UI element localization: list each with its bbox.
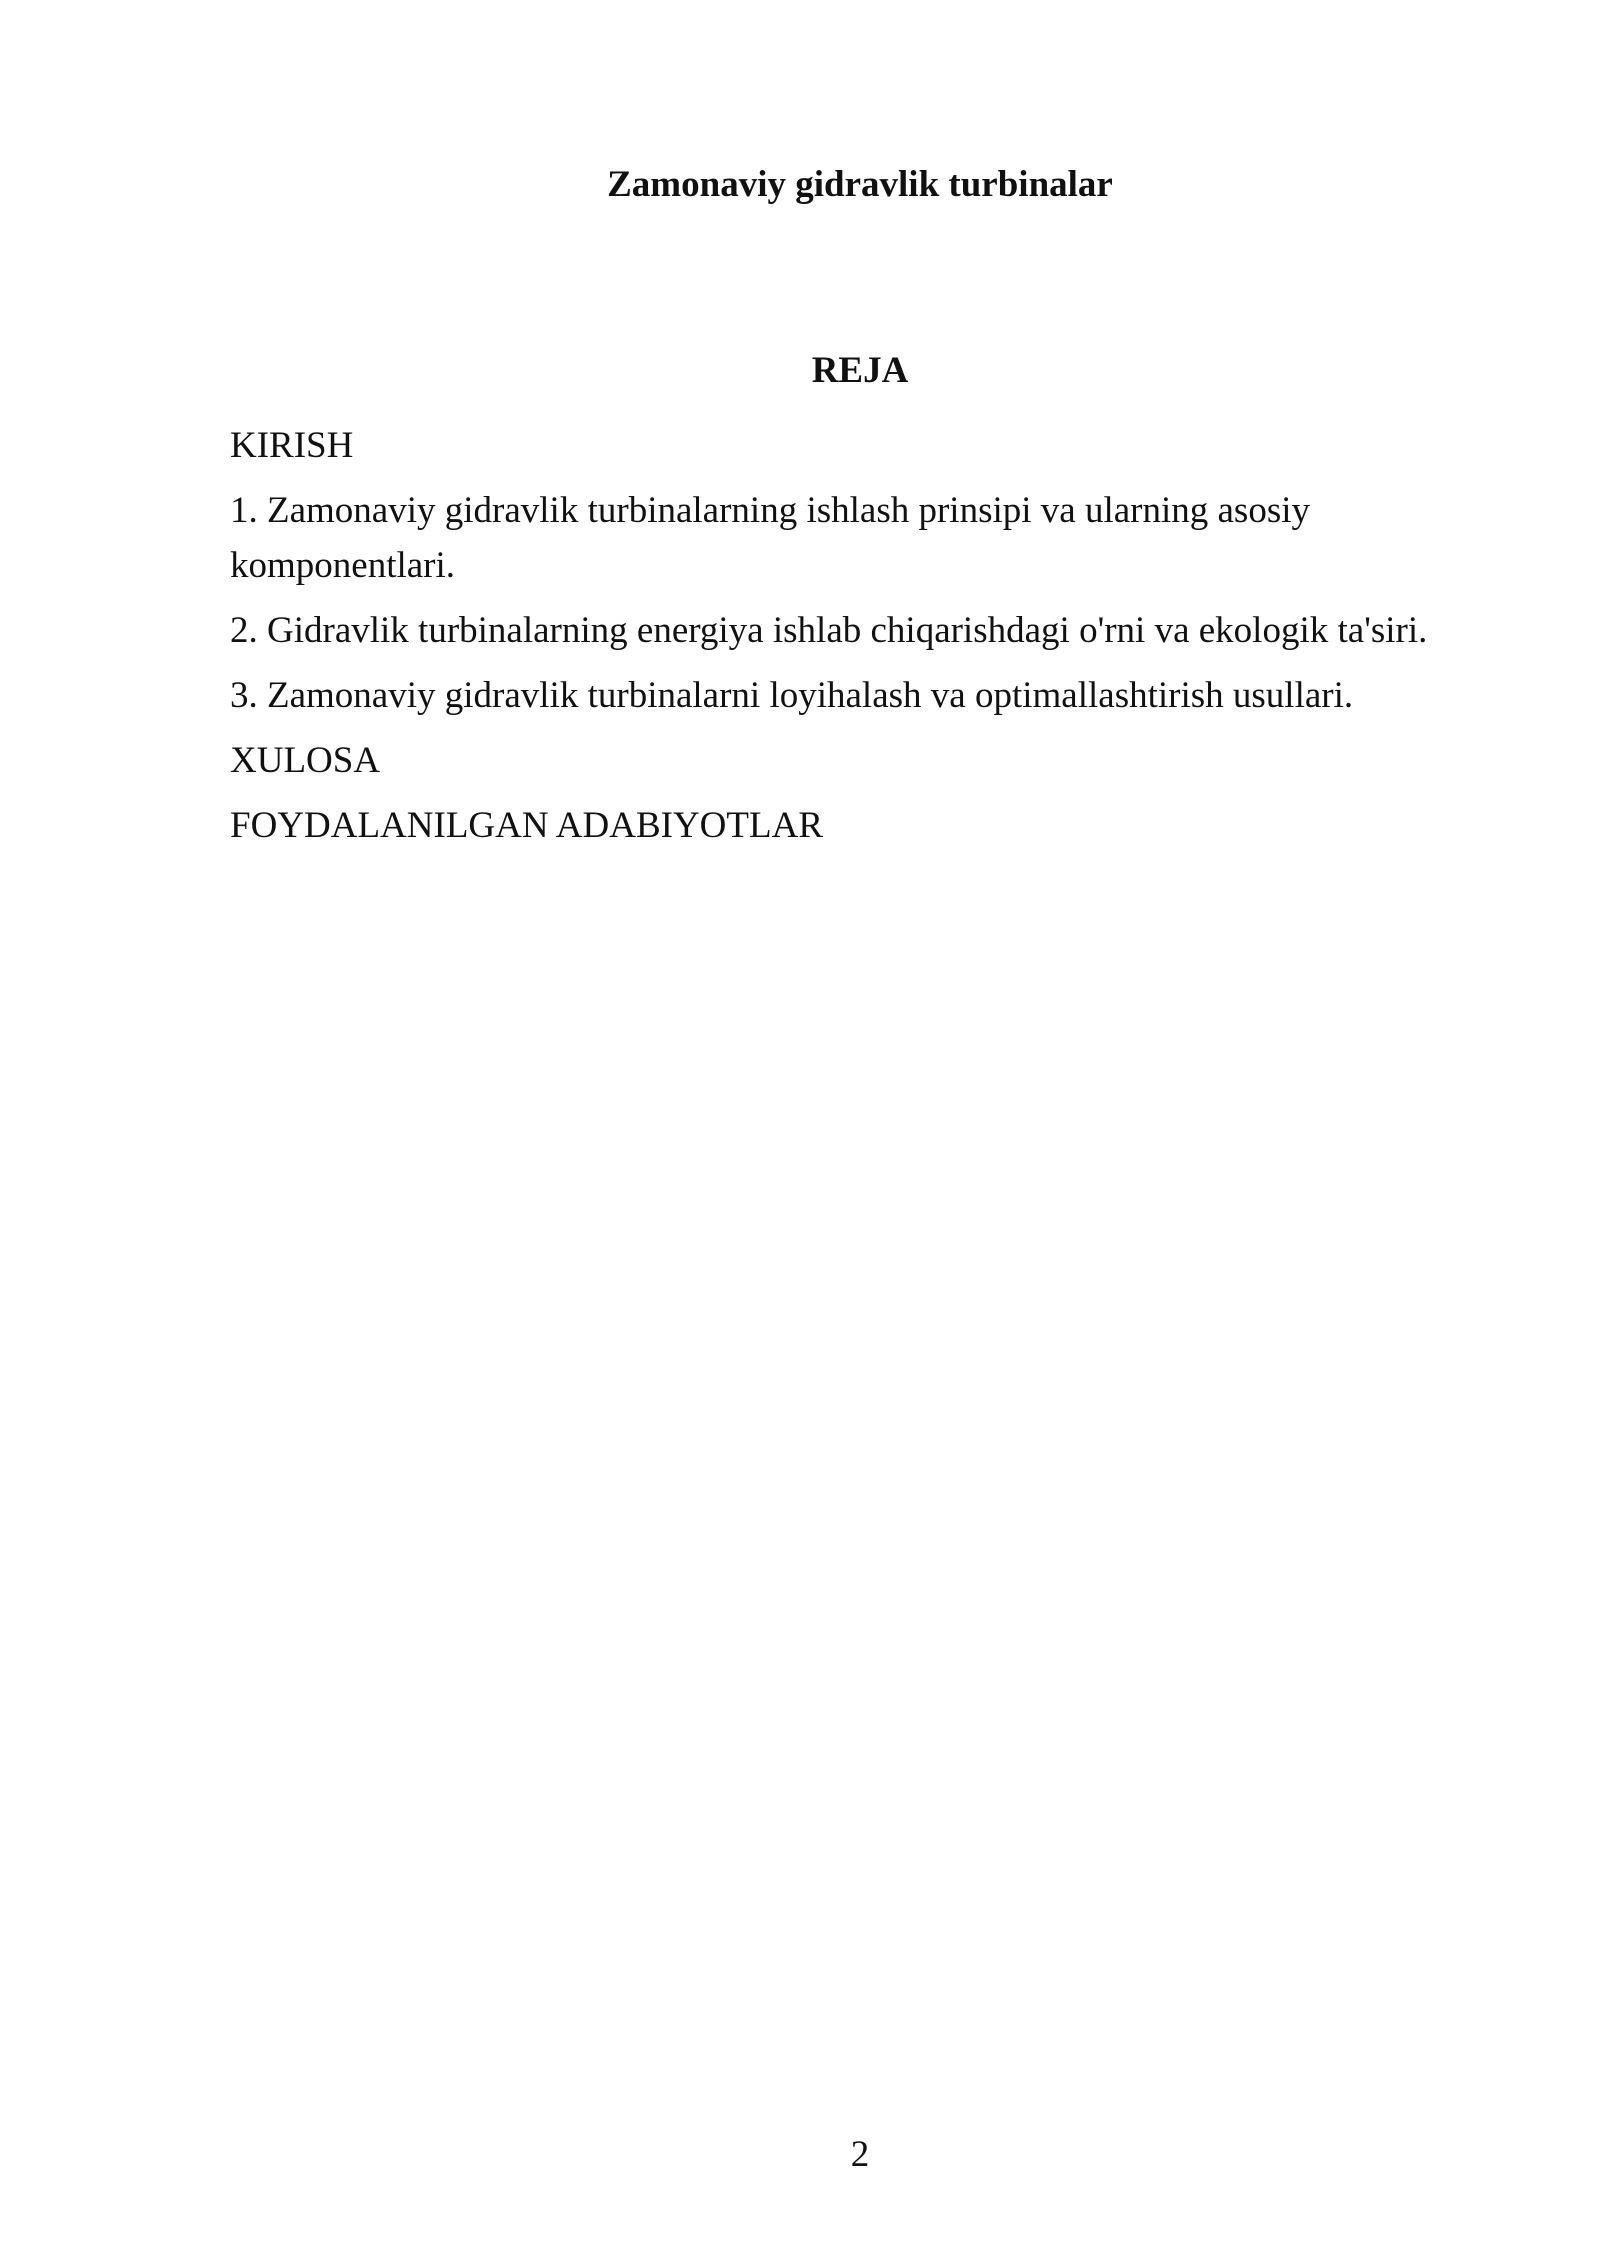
toc-item-section-2: 2. Gidravlik turbinalarning energiya ishlab chiqarishdagi o'rni va ekologik ta'siri.: [230, 610, 1428, 651]
toc-item-conclusion: XULOSA: [230, 740, 381, 781]
plan-heading: REJA: [811, 350, 909, 391]
toc-item-references: FOYDALANILGAN ADABIYOTLAR: [230, 805, 823, 846]
toc-item-introduction: KIRISH: [230, 425, 354, 466]
page-number: 2: [850, 2134, 870, 2175]
table-of-contents: [230, 418, 1490, 863]
document-title: Zamonaviy gidravlik turbinalar: [607, 164, 1113, 205]
toc-item-section-3: 3. Zamonaviy gidravlik turbinalarni loyihalash va optimallashtirish usullari.: [230, 675, 1354, 716]
toc-item-section-1: 1. Zamonaviy gidravlik turbinalarning ishlash prinsipi va ularning asosiy komponentlari.: [230, 490, 1311, 586]
